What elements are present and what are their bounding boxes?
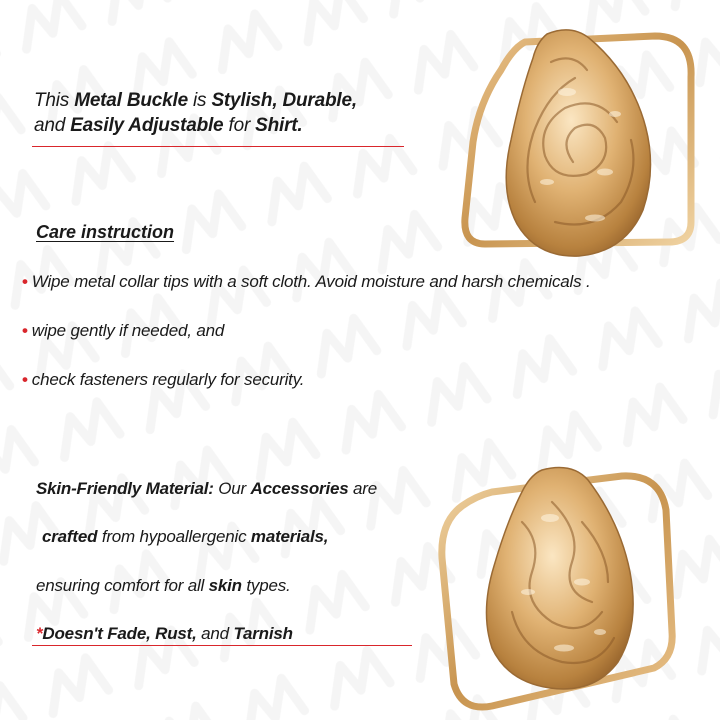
skin-text-bold: crafted — [42, 527, 98, 546]
skin-text-part: are — [348, 479, 377, 498]
claim-divider — [32, 645, 412, 646]
skin-friendly-line — [36, 479, 377, 499]
no-fade-claim — [36, 624, 293, 644]
care-item-text: Wipe metal collar tips with a soft cloth. Avoid moisture and harsh chemicals . — [31, 272, 591, 291]
claim-text-bold: Tarnish — [233, 624, 293, 643]
intro-feature-text: Stylish, Durable, — [211, 90, 357, 111]
skin-text-bold: Accessories — [250, 479, 349, 498]
intro-text-part: and — [34, 115, 71, 136]
claim-text-part: and — [196, 624, 234, 643]
bullet-dot-icon: • — [22, 370, 28, 389]
care-list-item — [22, 370, 304, 390]
care-item-text: check fasteners regularly for security. — [31, 370, 305, 389]
care-list-item — [22, 321, 224, 341]
intro-text — [34, 88, 414, 138]
buckle-top-image — [455, 22, 703, 264]
care-list-item — [22, 272, 590, 292]
care-item-text: wipe gently if needed, and — [31, 321, 225, 340]
care-instruction-heading: Care instruction — [36, 222, 175, 242]
skin-text-part: from hypoallergenic — [97, 527, 251, 546]
intro-text-part: This — [34, 90, 75, 111]
skin-friendly-line — [36, 576, 291, 596]
intro-product-name: Metal Buckle — [74, 90, 188, 111]
bullet-dot-icon: • — [22, 272, 28, 291]
skin-friendly-label: Skin-Friendly Material: — [36, 479, 214, 498]
intro-text-part: for — [223, 115, 256, 136]
skin-text-bold: skin — [208, 576, 242, 595]
claim-text-bold: Doesn't Fade, Rust, — [42, 624, 197, 643]
skin-text-part: Our — [213, 479, 251, 498]
asterisk-mark: * — [36, 624, 43, 643]
intro-target-text: Shirt. — [255, 115, 303, 136]
intro-divider — [32, 146, 404, 147]
bullet-dot-icon: • — [22, 321, 28, 340]
buckle-bottom-image — [432, 462, 692, 712]
intro-feature-text: Easily Adjustable — [70, 115, 224, 136]
skin-friendly-line — [42, 527, 328, 547]
intro-text-part: is — [187, 90, 212, 111]
skin-text-bold: materials, — [250, 527, 329, 546]
skin-text-part: types. — [241, 576, 291, 595]
skin-text-part: ensuring comfort for all — [36, 576, 209, 595]
